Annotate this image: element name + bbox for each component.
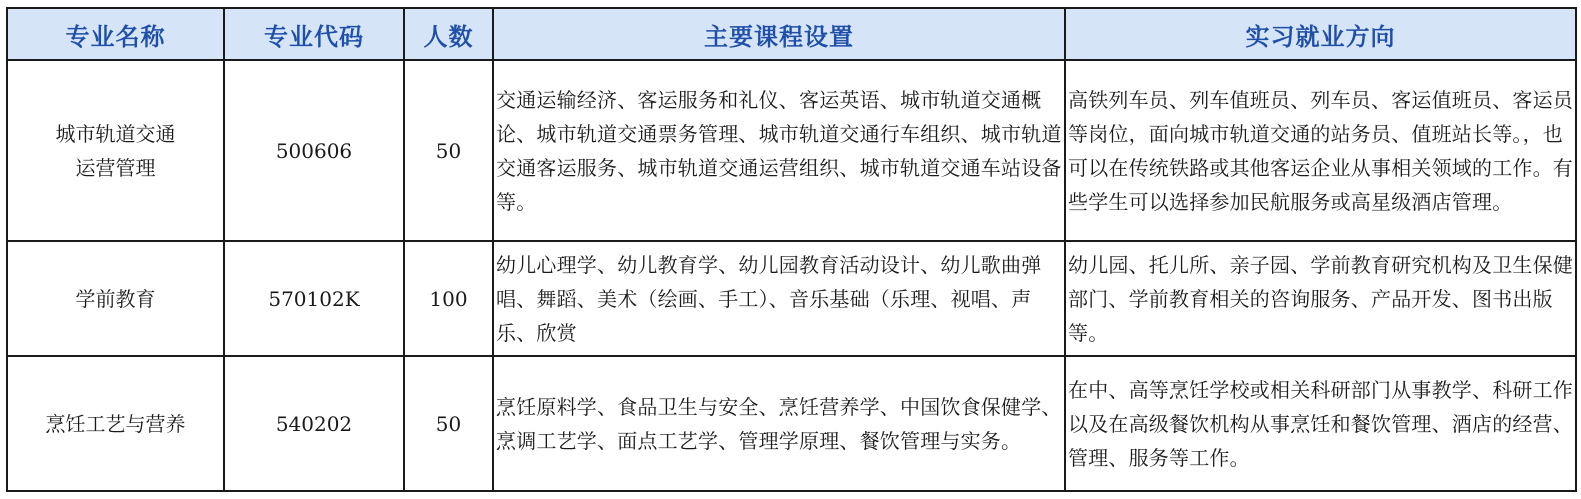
table-row (7, 356, 1576, 491)
student-count-cell: 100 (404, 241, 493, 356)
header-row (7, 8, 1576, 60)
program-table (6, 7, 1577, 492)
main-courses-cell: 交通运输经济、客运服务和礼仪、客运英语、城市轨道交通概论、城市轨道交通票务管理、城市轨道交通行车组织、城市轨道交通客运服务、城市轨道交通运营组织、城市轨道交通车站设备等。 (493, 60, 1065, 241)
table-header (7, 8, 1576, 60)
table-body (7, 60, 1576, 491)
table-row (7, 60, 1576, 241)
table-row (7, 241, 1576, 356)
header-career-direction: 实习就业方向 (1065, 8, 1576, 60)
career-direction-cell: 幼儿园、托儿所、亲子园、学前教育研究机构及卫生保健部门、学前教育相关的咨询服务、产品开发、图书出版等。 (1065, 241, 1576, 356)
header-major-name: 专业名称 (7, 8, 224, 60)
header-student-count: 人数 (404, 8, 493, 60)
header-main-courses: 主要课程设置 (493, 8, 1065, 60)
major-code-cell: 570102K (224, 241, 404, 356)
major-name-cell: 学前教育 (7, 241, 224, 356)
main-courses-cell: 烹饪原料学、食品卫生与安全、烹饪营养学、中国饮食保健学、烹调工艺学、面点工艺学、管理学原理、餐饮管理与实务。 (493, 356, 1065, 491)
student-count-cell: 50 (404, 356, 493, 491)
major-name-cell: 烹饪工艺与营养 (7, 356, 224, 491)
major-code-cell: 500606 (224, 60, 404, 241)
major-name-cell: 城市轨道交通 运营管理 (7, 60, 224, 241)
header-major-code: 专业代码 (224, 8, 404, 60)
main-courses-cell: 幼儿心理学、幼儿教育学、幼儿园教育活动设计、幼儿歌曲弹唱、舞蹈、美术（绘画、手工）、音乐基础（乐理、视唱、声乐、欣赏 (493, 241, 1065, 356)
career-direction-cell: 在中、高等烹饪学校或相关科研部门从事教学、科研工作以及在高级餐饮机构从事烹饪和餐饮管理、酒店的经营、管理、服务等工作。 (1065, 356, 1576, 491)
career-direction-cell: 高铁列车员、列车值班员、列车员、客运值班员、客运员等岗位，面向城市轨道交通的站务员、值班站长等。，也可以在传统铁路或其他客运企业从事相关领域的工作。有些学生可以选择参加民航服务或高星级酒店管理。 (1065, 60, 1576, 241)
student-count-cell: 50 (404, 60, 493, 241)
major-code-cell: 540202 (224, 356, 404, 491)
